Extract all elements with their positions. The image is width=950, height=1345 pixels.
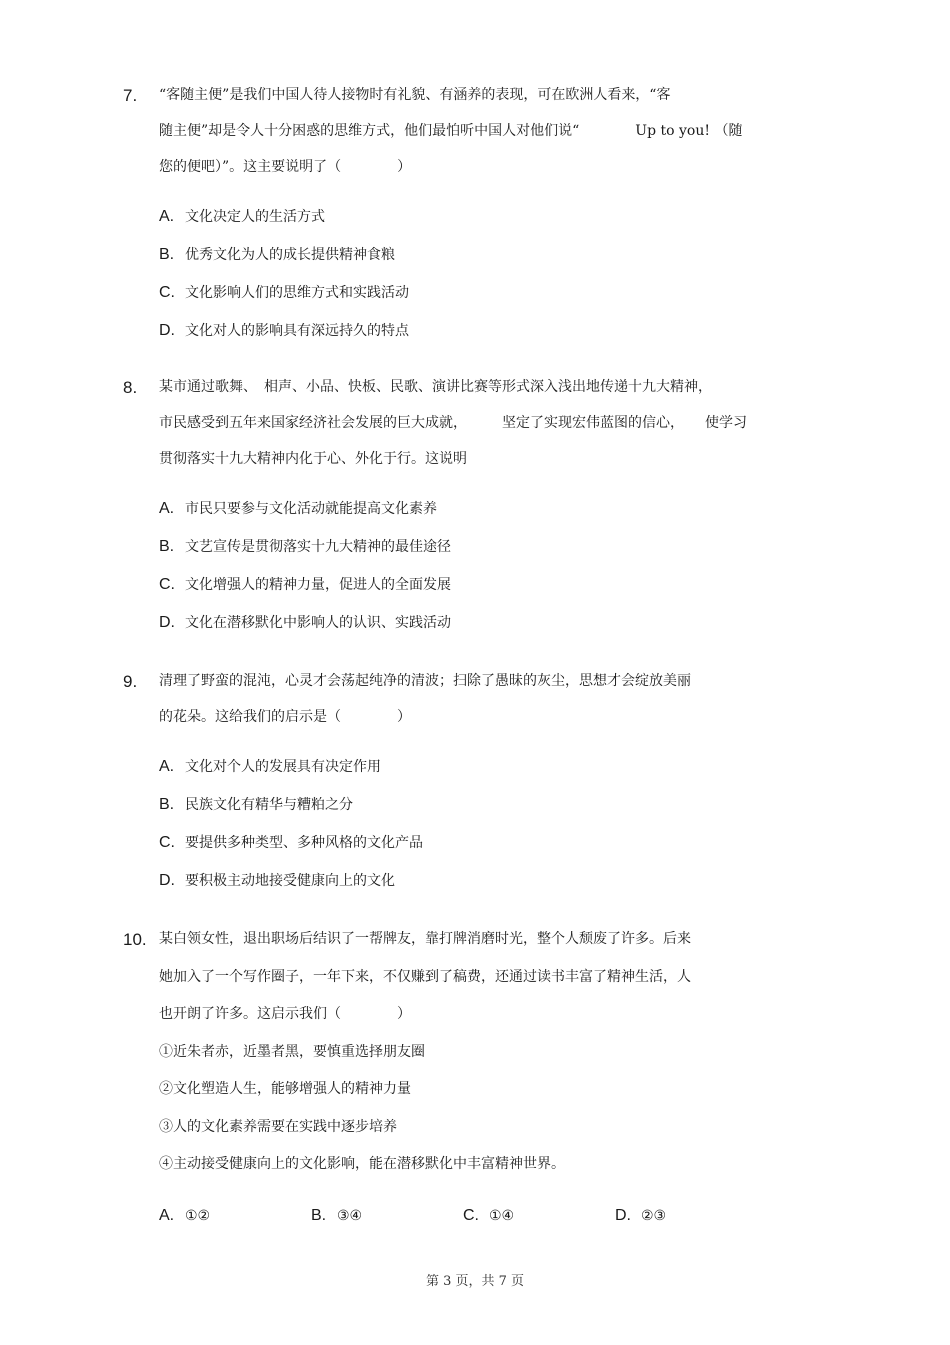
- option-b[interactable]: [159, 794, 803, 832]
- option-text: ①②: [185, 1207, 211, 1224]
- option-letter: B.: [159, 538, 175, 555]
- option-a[interactable]: [159, 206, 803, 244]
- option-text: ①④: [489, 1207, 515, 1224]
- option-c[interactable]: [159, 282, 803, 320]
- statement-3: ③人的文化素养需要在实践中逐步培养: [159, 1118, 397, 1135]
- page-footer: 第 3 页，共 7 页: [425, 1274, 525, 1289]
- option-text: 民族文化有精华与糟粕之分: [185, 797, 353, 813]
- stem-line: 清理了野蛮的混沌，心灵才会荡起纯净的清波；扫除了愚昧的灰尘，思想才会绽放美丽: [159, 673, 691, 689]
- statement-2: ②文化塑造人生，能够增强人的精神力量: [159, 1081, 411, 1097]
- question-number: 7.: [123, 86, 138, 105]
- option-text: 文化增强人的精神力量，促进人的全面发展: [185, 577, 451, 593]
- option-a[interactable]: [159, 498, 803, 536]
- stem-line: 她加入了一个写作圈子，一年下来，不仅赚到了稿费，还通过读书丰富了精神生活，人: [159, 968, 691, 985]
- option-letter: A.: [159, 758, 175, 775]
- option-letter: B.: [159, 796, 175, 813]
- option-letter: A.: [159, 208, 175, 225]
- option-list: [159, 498, 803, 650]
- option-letter: C.: [159, 284, 175, 301]
- option-letter: B.: [159, 246, 175, 263]
- option-text: 优秀文化为人的成长提供精神食粮: [185, 247, 395, 263]
- option-b[interactable]: [159, 536, 803, 574]
- option-b[interactable]: [159, 244, 803, 282]
- option-text: 文艺宣传是贯彻落实十九大精神的最佳途径: [185, 539, 451, 555]
- question-stem: [159, 663, 803, 735]
- option-text: 要积极主动地接受健康向上的文化: [185, 873, 395, 889]
- option-text: 要提供多种类型、多种风格的文化产品: [185, 835, 423, 851]
- stem-line: 也开朗了许多。这启示我们（ ）: [159, 1006, 411, 1022]
- option-row: [159, 1207, 803, 1225]
- question-10: [123, 930, 803, 1225]
- option-d[interactable]: [159, 612, 803, 650]
- option-a[interactable]: [159, 1207, 311, 1225]
- option-list: [159, 206, 803, 358]
- option-c[interactable]: [463, 1207, 615, 1225]
- option-text: 文化对人的影响具有深远持久的特点: [185, 323, 409, 339]
- stem-line: 市民感受到五年来国家经济社会发展的巨大成就， 坚定了实现宏伟蓝图的信心， 使学习: [159, 415, 747, 431]
- option-a[interactable]: [159, 756, 803, 794]
- option-letter: C.: [463, 1206, 479, 1224]
- question-number: 10.: [123, 930, 147, 949]
- option-letter: D.: [615, 1206, 631, 1224]
- option-text: 文化对个人的发展具有决定作用: [185, 759, 381, 775]
- question-9: [123, 672, 803, 908]
- option-c[interactable]: [159, 574, 803, 612]
- option-b[interactable]: [311, 1207, 463, 1225]
- question-7: [123, 86, 803, 358]
- option-text: 文化影响人们的思维方式和实践活动: [185, 285, 409, 301]
- option-d[interactable]: [159, 870, 803, 908]
- stem-line: 随主便”却是令人十分困惑的思维方式，他们最怕听中国人对他们说“ Up to you! （随: [159, 123, 743, 139]
- option-text: ③④: [337, 1207, 363, 1224]
- stem-line: 您的便吧）”。这主要说明了（ ）: [159, 159, 412, 175]
- option-letter: A.: [159, 1206, 175, 1224]
- question-stem: [159, 77, 803, 185]
- option-letter: D.: [159, 322, 175, 339]
- option-text: ②③: [641, 1207, 667, 1224]
- option-text: 市民只要参与文化活动就能提高文化素养: [185, 501, 437, 517]
- question-8: [123, 378, 803, 650]
- option-letter: D.: [159, 614, 175, 631]
- statement-1: ①近朱者赤，近墨者黑，要慎重选择朋友圈: [159, 1043, 425, 1060]
- question-stem: [159, 921, 803, 1184]
- option-c[interactable]: [159, 832, 803, 870]
- option-letter: B.: [311, 1206, 327, 1224]
- option-text: 文化决定人的生活方式: [185, 209, 325, 225]
- question-stem: [159, 369, 803, 477]
- stem-line: 的花朵。这给我们的启示是（ ）: [159, 709, 411, 725]
- option-letter: A.: [159, 500, 175, 517]
- option-letter: C.: [159, 834, 175, 851]
- stem-line: 贯彻落实十九大精神内化于心、外化于行。这说明: [159, 451, 467, 467]
- stem-line: “客随主便”是我们中国人待人接物时有礼貌、有涵养的表现，可在欧洲人看来，“客: [159, 87, 671, 103]
- option-list: [159, 756, 803, 908]
- stem-line: 某市通过歌舞、 相声、小品、快板、民歌、演讲比赛等形式深入浅出地传递十九大精神，: [159, 379, 712, 395]
- option-d[interactable]: [615, 1207, 767, 1225]
- option-letter: D.: [159, 872, 175, 889]
- option-letter: C.: [159, 576, 175, 593]
- option-d[interactable]: [159, 320, 803, 358]
- question-number: 9.: [123, 672, 138, 691]
- option-text: 文化在潜移默化中影响人的认识、实践活动: [185, 615, 451, 631]
- stem-line: 某白领女性，退出职场后结识了一帮牌友，靠打牌消磨时光，整个人颓废了许多。后来: [159, 931, 691, 947]
- statement-4: ④主动接受健康向上的文化影响，能在潜移默化中丰富精神世界。: [159, 1156, 565, 1172]
- question-number: 8.: [123, 378, 138, 397]
